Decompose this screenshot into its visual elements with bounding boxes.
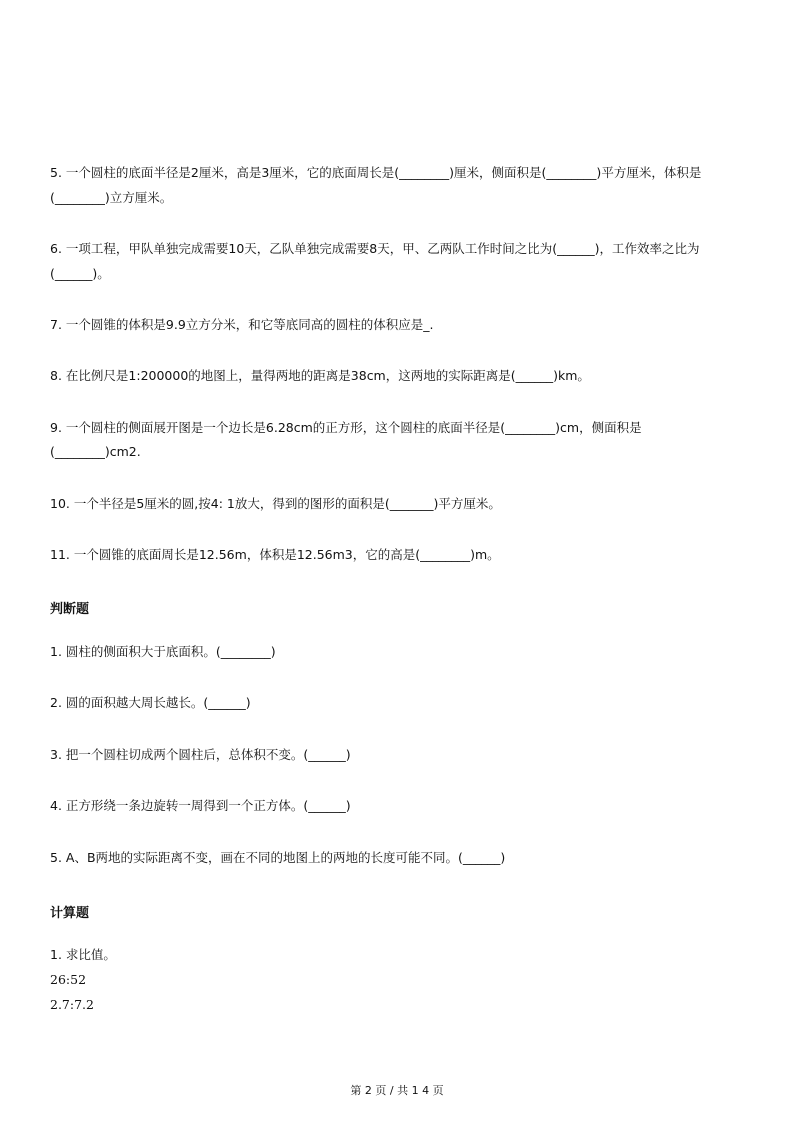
- question-7: 7. 一个圆锥的体积是9.9立方分米，和它等底同高的圆柱的体积应是_.: [50, 317, 434, 332]
- calc-item-2: 2.7:7.2: [50, 997, 94, 1012]
- question-6-line-2: (______)。: [50, 266, 110, 281]
- judge-question-3: 3. 把一个圆柱切成两个圆柱后，总体积不变。(______): [50, 747, 351, 762]
- calc-item-1: 26:52: [50, 972, 87, 987]
- judge-question-2: 2. 圆的面积越大周长越长。(______): [50, 695, 251, 710]
- question-11: 11. 一个圆锥的底面周长是12.56m，体积是12.56m3，它的高是(________)m。: [50, 547, 500, 562]
- judge-question-1: 1. 圆柱的侧面积大于底面积。(________): [50, 644, 276, 659]
- calc-question-1: 1. 求比值。: [50, 947, 116, 962]
- page-footer: 第 2 页 / 共 1 4 页: [350, 1084, 444, 1097]
- section-title-calc: 计算题: [50, 906, 90, 921]
- question-8: 8. 在比例尺是1:200000的地图上，量得两地的距离是38cm，这两地的实际距离是(______)km。: [50, 368, 590, 383]
- judge-question-5: 5. A、B两地的实际距离不变，画在不同的地图上的两地的长度可能不同。(______): [50, 850, 506, 865]
- question-5-line-2: (________)立方厘米。: [50, 190, 173, 205]
- judge-question-4: 4. 正方形绕一条边旋转一周得到一个正方体。(______): [50, 798, 351, 813]
- question-5-line-1: 5. 一个圆柱的底面半径是2厘米，高是3厘米，它的底面周长是(________)厘米，侧面积是(________)平方厘米，体积是: [50, 165, 702, 180]
- question-10: 10. 一个半径是5厘米的圆,按4: 1放大，得到的图形的面积是(_______)平方厘米。: [50, 496, 501, 511]
- question-9-line-1: 9. 一个圆柱的侧面展开图是一个边长是6.28cm的正方形，这个圆柱的底面半径是(________)cm，侧面积是: [50, 420, 642, 435]
- question-6-line-1: 6. 一项工程，甲队单独完成需要10天，乙队单独完成需要8天，甲、乙两队工作时间之比为(______)，工作效率之比为: [50, 241, 700, 256]
- section-title-judge: 判断题: [50, 602, 90, 617]
- question-9-line-2: (________)cm2.: [50, 444, 141, 459]
